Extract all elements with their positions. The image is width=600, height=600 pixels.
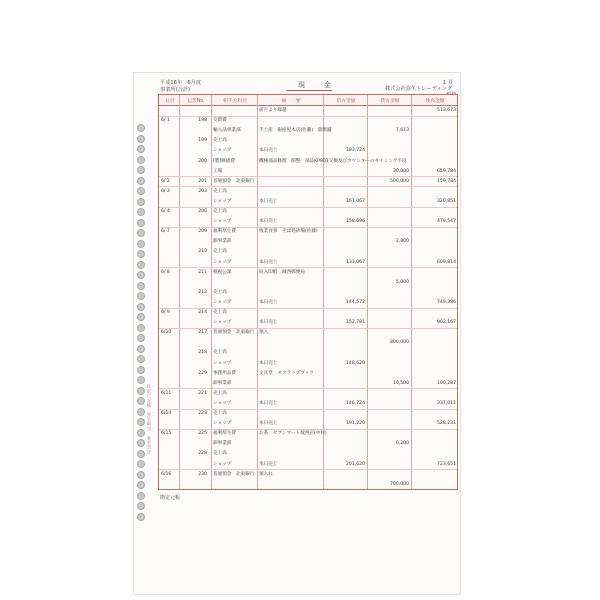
cell-credit: 2,800 [395, 239, 409, 245]
row-separator [159, 328, 457, 329]
cell-balance: 337,011 [437, 400, 456, 406]
cell-no: 230 [198, 471, 207, 477]
binder-hole [137, 366, 145, 374]
cell-account: 交際費 [213, 118, 227, 124]
binder-hole [137, 124, 145, 132]
binder-hole [137, 313, 145, 321]
binder-hole [137, 229, 145, 237]
period-label: 平成16年 6月度 [160, 80, 202, 86]
cell-credit: 10,500 [392, 380, 409, 386]
binder-hole [137, 481, 145, 489]
binder-hole [137, 450, 145, 458]
cell-debit: 191,220 [346, 421, 365, 427]
cell-account: 売上高 [213, 310, 227, 315]
cell-debit: 183,724 [346, 148, 365, 154]
binder-hole [137, 355, 145, 363]
cell-account: 普通預金 北東銀行 [213, 471, 255, 477]
binder-hole [137, 324, 145, 332]
cell-balance: 479,547 [437, 219, 456, 225]
cell-account: 普通預金 北東銀行 [213, 178, 255, 184]
cell-balance: 902,167 [437, 320, 456, 326]
row-separator [159, 207, 457, 208]
cell-memo: 機械部品修理 開整 部品KP901交換及びカウンターのタイミング不良 [259, 158, 407, 164]
cell-debit: 161,067 [346, 198, 365, 204]
row-separator [159, 409, 457, 410]
cell-date: 6/15 [161, 431, 172, 437]
cell-account: ショップ [213, 461, 232, 467]
cell-account: 普通預金 北東銀行 [213, 330, 255, 336]
cell-account: ショップ [213, 219, 232, 225]
cell-no: 218 [198, 350, 207, 356]
col-voucher: 伝票No. [187, 99, 205, 104]
cell-account: 売上高 [213, 411, 227, 416]
table-header [159, 95, 457, 106]
binder-hole [137, 471, 145, 479]
cell-account: 事務用品費 [213, 370, 236, 376]
binder-hole [137, 429, 145, 437]
cell-account: 売上高 [213, 209, 227, 214]
binder-hole [137, 261, 145, 269]
cell-date: 6/ 9 [161, 310, 170, 315]
cell-account: 福利厚生費 [213, 229, 236, 235]
binder-hole [137, 208, 145, 216]
cell-memo: 本日売上 [259, 299, 278, 305]
cell-date: 6/11 [161, 390, 172, 396]
cell-credit: 30,000 [392, 168, 409, 174]
cell-account: ショップ [213, 198, 232, 204]
cell-date: 6/ 7 [161, 229, 170, 235]
binder-hole [137, 145, 145, 153]
cell-account: 福利厚生費 [213, 431, 236, 437]
cell-memo: 本日売上 [259, 360, 278, 366]
cell-balance: 723,651 [437, 461, 456, 467]
binder-hole [137, 198, 145, 206]
cell-no: 223 [198, 411, 207, 416]
binder-hole [137, 345, 145, 353]
cell-account: ショップ [213, 148, 232, 154]
binder-hole [137, 492, 145, 500]
cell-debit: 158,696 [346, 219, 365, 225]
cell-date: 6/ 1 [161, 118, 170, 124]
cell-credit: 500,000 [390, 178, 409, 184]
binder-hole [137, 187, 145, 195]
cell-credit: 700,000 [390, 481, 409, 487]
binder-hole [137, 240, 145, 248]
cell-memo: 本日売上 [259, 219, 278, 225]
cell-date: 6/ 3 [161, 188, 170, 194]
cell-date: 6/16 [161, 471, 172, 477]
binder-hole [137, 303, 145, 311]
cell-account: [製]修繕費 [213, 158, 235, 164]
col-account: 相手方科目 [223, 99, 247, 104]
cell-debit: 144,572 [346, 299, 365, 305]
cell-credit: 7,613 [395, 128, 409, 134]
cell-debit: 152,781 [346, 320, 365, 326]
cell-no: 225 [198, 431, 207, 437]
cell-debit: 133,067 [346, 259, 365, 265]
binder-hole [137, 271, 145, 279]
cell-account: ショップ [213, 421, 232, 427]
row-separator [159, 469, 457, 470]
cell-memo: 前月より繰越 [259, 108, 287, 113]
cell-balance: 159,784 [437, 178, 456, 184]
col-credit: 貸方金額 [380, 99, 400, 104]
cell-no: 199 [198, 138, 207, 144]
cell-date: 6/ 2 [161, 178, 170, 184]
binder-hole [137, 387, 145, 395]
page-number: 1 頁 [443, 80, 454, 86]
cell-debit: 148,620 [346, 360, 365, 366]
grid-line [257, 95, 258, 489]
cell-no: 198 [198, 118, 207, 124]
cell-account: 売上高 [213, 188, 227, 194]
binder-hole [137, 156, 145, 164]
cell-memo: 残業食事 そば処砂場(佐藤) [259, 229, 318, 235]
cell-memo: 本日売上 [259, 400, 278, 406]
cell-balance: 659,784 [437, 168, 456, 174]
binder-hole [137, 166, 145, 174]
cell-memo: 収入印紙 城西郵便局 [259, 269, 305, 275]
cell-memo: 本日売上 [259, 259, 278, 265]
cell-credit: 800,000 [390, 340, 409, 346]
cell-balance: 528,231 [437, 421, 456, 427]
cell-no: 200 [198, 158, 207, 164]
binder-hole [137, 219, 145, 227]
cell-account: ショップ [213, 360, 232, 366]
row-separator [159, 429, 457, 430]
col-debit: 借方金額 [336, 99, 356, 104]
cell-account: ショップ [213, 299, 232, 305]
binder-hole [137, 135, 145, 143]
binder-hole [137, 408, 145, 416]
binder-hole [137, 439, 145, 447]
cell-memo: 文具堂 スクラップブック [259, 370, 314, 376]
row-separator [159, 388, 457, 389]
cell-memo: 本日売上 [259, 421, 278, 427]
row-separator [159, 186, 457, 187]
cell-credit: 5,000 [395, 279, 409, 285]
binder-hole [137, 292, 145, 300]
cell-date: 6/14 [161, 411, 172, 416]
cell-no: 209 [198, 229, 207, 235]
ledger-table [158, 94, 458, 490]
cell-no: 211 [198, 269, 207, 275]
cell-no: 212 [198, 289, 207, 295]
grid-line [179, 95, 180, 489]
cell-debit: 146,724 [346, 400, 365, 406]
cell-memo: 預入 [259, 330, 269, 336]
binder-hole [137, 418, 145, 426]
row-separator [159, 308, 457, 309]
cell-balance: 749,386 [437, 299, 456, 305]
binder-hole [137, 250, 145, 258]
binder-hole [137, 282, 145, 290]
cell-balance: 320,851 [437, 198, 456, 204]
cell-account: 売上高 [213, 451, 227, 457]
cell-no: 201 [198, 178, 207, 184]
cell-memo: 手土産 銀座屋本店(佐藤) 菓簡舗 [259, 128, 332, 134]
cell-account: 売上高 [213, 249, 227, 255]
row-separator [159, 267, 457, 268]
cell-account: 売上高 [213, 390, 227, 396]
cell-date: 6/ 8 [161, 269, 170, 275]
cell-no: 217 [198, 330, 207, 336]
cell-account: 卸事業部 [213, 380, 232, 386]
cell-memo: 本日売上 [259, 148, 278, 154]
binder-hole [137, 502, 145, 510]
row-separator [159, 176, 457, 177]
company-name: 株式会社弥生トレーディング [385, 86, 452, 92]
cell-no: 221 [198, 390, 207, 396]
cell-no: 210 [198, 249, 207, 255]
cell-date: 6/10 [161, 330, 172, 336]
cell-account: 租税公課 [213, 269, 232, 275]
cell-account: 輸入品事業部 [213, 128, 241, 134]
row-separator [159, 116, 457, 117]
cell-account: 売上高 [213, 289, 227, 295]
cell-memo: お茶 セブンマート城西店(中村) [259, 431, 327, 437]
cell-balance: 609,814 [437, 259, 456, 265]
office-label: 事業所(合計) [160, 87, 190, 93]
col-date: 日付 [165, 99, 175, 104]
grid-line [411, 95, 412, 489]
col-balance: 残高金額 [425, 99, 445, 104]
cell-debit: 201,620 [346, 461, 365, 467]
grid-line [211, 95, 212, 489]
cell-memo: 本日売上 [259, 198, 278, 204]
cell-account: ショップ [213, 400, 232, 406]
cell-memo: 本日売上 [259, 320, 278, 326]
cell-balance: 513,673 [437, 108, 456, 113]
binder-hole [137, 397, 145, 405]
footer-label: 勘定元帳 [160, 495, 181, 501]
binder-hole [137, 334, 145, 342]
cell-account: 売上高 [213, 350, 227, 356]
binder-holes [137, 124, 147, 524]
binder-hole [137, 177, 145, 185]
cell-no: 203 [198, 188, 207, 194]
cell-balance: 190,287 [437, 380, 456, 386]
title-underline [286, 90, 332, 91]
cell-credit: 6,200 [395, 441, 409, 447]
cell-no: 228 [198, 451, 207, 457]
cell-account: 売上高 [213, 138, 227, 144]
binder-hole [137, 376, 145, 384]
cell-date: 6/ 4 [161, 209, 170, 214]
cell-account: 卸事業部 [213, 239, 232, 245]
binder-hole [137, 460, 145, 468]
cell-account: ショップ [213, 259, 232, 265]
binder-hole [137, 513, 145, 521]
cell-account: 工場 [213, 168, 223, 174]
cell-memo: 本日売上 [259, 461, 278, 467]
row-separator [159, 227, 457, 228]
cell-no: 214 [198, 310, 207, 315]
cell-account: 卸事業部 [213, 441, 232, 447]
side-print-text: 仕訳日記帳 弥生販売 弥生会計 [147, 384, 152, 455]
grid-line [323, 95, 324, 489]
grid-line [367, 95, 368, 489]
cell-no: 229 [198, 370, 207, 376]
cell-no: 206 [198, 209, 207, 214]
page-title: 現 金 [298, 81, 337, 89]
cell-memo: 預入れ [259, 471, 273, 477]
cell-account: ショップ [213, 320, 232, 326]
col-memo: 摘 要 [281, 99, 301, 104]
